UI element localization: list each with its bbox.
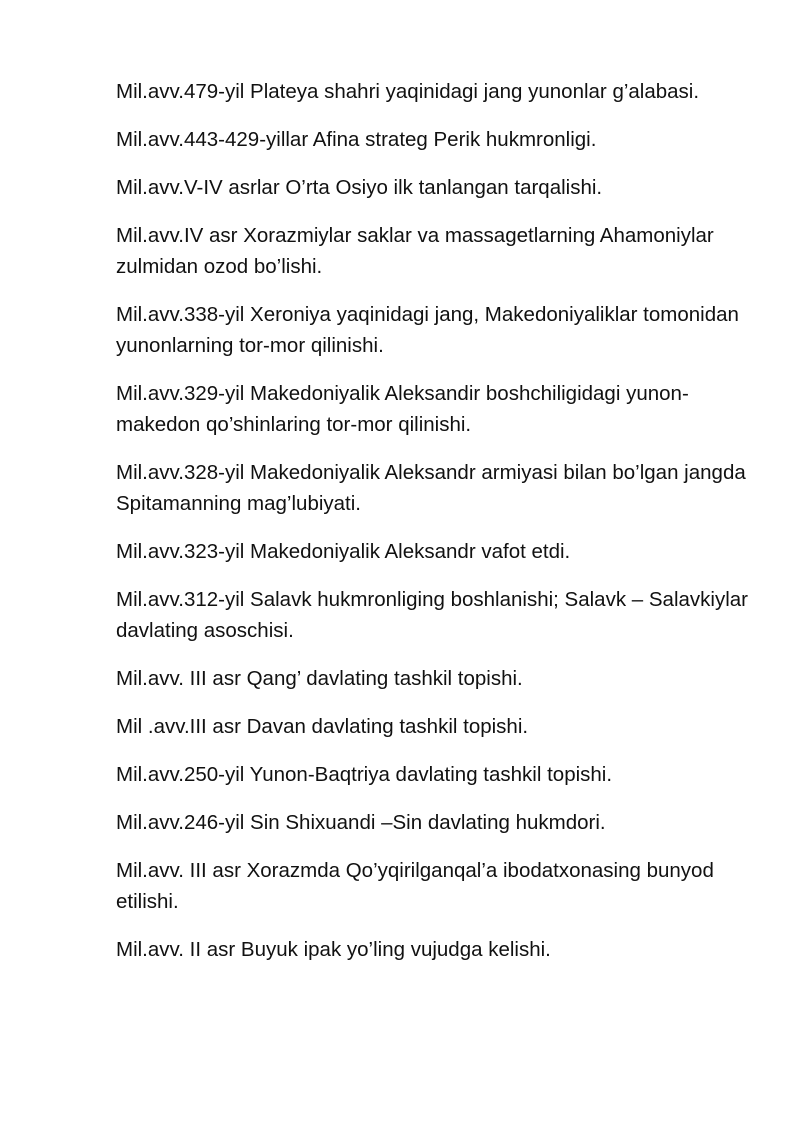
timeline-entry: Mil.avv.250-yil Yunon-Baqtriya davlating tashkil topishi. <box>116 763 613 786</box>
timeline-entry: Mil.avv.312-yil Salavk hukmronliging boshlanishi; Salavk – Salavkiylar davlating asoschisi. <box>116 588 748 642</box>
timeline-entry: Mil.avv. III asr Qang’ davlating tashkil topishi. <box>116 667 523 690</box>
timeline-entry: Mil.avv.323-yil Makedoniyalik Aleksandr vafot etdi. <box>116 540 571 563</box>
timeline-entry: Mil.avv.443-429-yillar Afina strateg Perik hukmronligi. <box>116 128 597 151</box>
timeline-entry: Mil.avv. III asr Xorazmda Qo’yqirilganqal’a ibodatxonasing bunyod etilishi. <box>116 859 714 913</box>
document-body <box>116 76 756 982</box>
timeline-entry: Mil.avv.IV asr Xorazmiylar saklar va massagetlarning Ahamoniylar zulmidan ozod bo’lishi. <box>116 224 714 278</box>
timeline-entry: Mil.avv.338-yil Xeroniya yaqinidagi jang, Makedoniyaliklar tomonidan yunonlarning tor-mor qilinishi. <box>116 303 739 357</box>
timeline-entry: Mil.avv.329-yil Makedoniyalik Aleksandir boshchiligidagi yunon-makedon qo’shinlaring tor-mor qilinishi. <box>116 382 689 436</box>
timeline-entry: Mil.avv.328-yil Makedoniyalik Aleksandr armiyasi bilan bo’lgan jangda Spitamanning mag’lubiyati. <box>116 461 746 515</box>
timeline-entry: Mil.avv.479-yil Plateya shahri yaqinidagi jang yunonlar g’alabasi. <box>116 80 700 103</box>
timeline-entry: Mil.avv. II asr Buyuk ipak yo’ling vujudga kelishi. <box>116 938 551 961</box>
timeline-entry: Mil.avv.246-yil Sin Shixuandi –Sin davlating hukmdori. <box>116 811 606 834</box>
timeline-entry: Mil .avv.III asr Davan davlating tashkil topishi. <box>116 715 529 738</box>
timeline-entry: Mil.avv.V-IV asrlar O’rta Osiyo ilk tanlangan tarqalishi. <box>116 176 603 199</box>
